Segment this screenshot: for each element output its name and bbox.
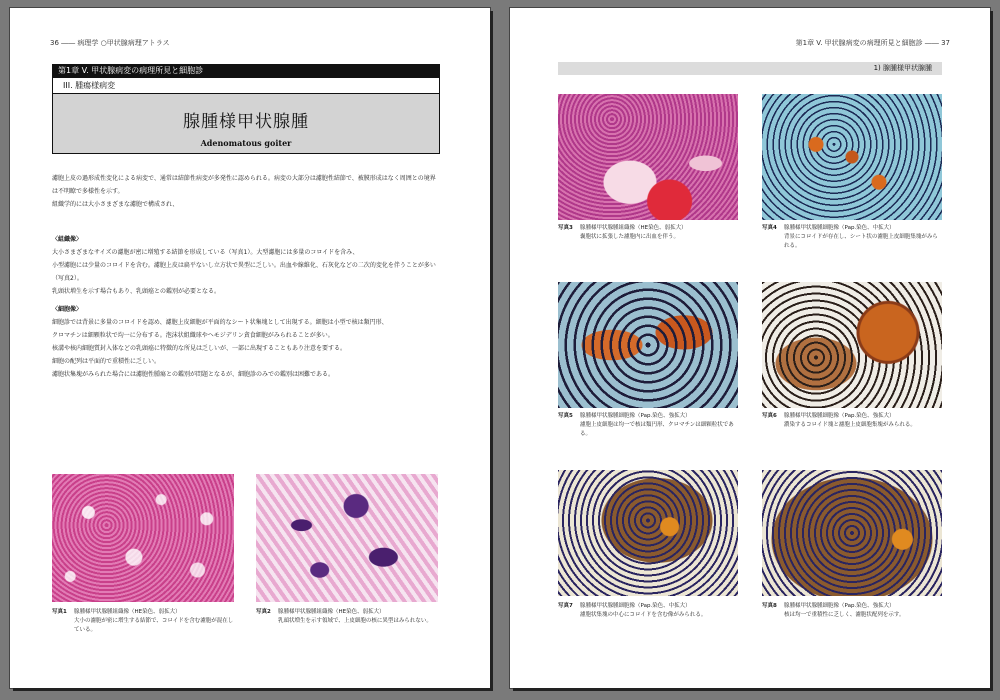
figure-caption-text: 腺腫様甲状腺腫組織像（HE染色、弱拡大） 嚢胞状に拡張した濾胞内に出血を伴う。 (580, 225, 687, 240)
figure-caption-8 (762, 602, 942, 646)
intro-paragraph: 濾胞上皮の過形成性変化による病変で、通常は結節性病変が多発性に認められる。病変の大部分は濾胞性結節で、被膜形成はなく周囲との境界は不明瞭で多様性を示す。 組織学的には大小さまざまな濾胞で構成され、 (52, 175, 436, 208)
figure-caption-text: 腺腫様甲状腺腫細胞像（Pap.染色、強拡大） 濾胞上皮細胞は均一で核は類円形、クロマチンは細顆粒状である。 (580, 413, 734, 437)
figure-caption-text: 腺腫様甲状腺腫組織像（HE染色、弱拡大） 乳頭状増生を示す領域で、上皮細胞の核に異型はみられない。 (278, 609, 432, 624)
figure-caption-text: 腺腫様甲状腺腫細胞像（Pap.染色、強拡大） 濃染するコロイド塊と濾胞上皮細胞集塊がみられる。 (784, 413, 916, 428)
figure-caption-3 (558, 224, 738, 264)
micrograph-figure-4 (762, 94, 942, 220)
page-title: 腺腫様甲状腺腫 (183, 112, 309, 132)
running-head-right: 第1章 V. 甲状腺病変の病理所見と細胞診 ―― 37 (795, 39, 950, 47)
figure-caption-4 (762, 224, 942, 264)
figure-caption-6 (762, 412, 942, 452)
figure-caption-2 (256, 608, 438, 648)
micrograph-figure-7 (558, 470, 738, 596)
micrograph-figure-5 (558, 282, 738, 408)
subheading-cytology: 〈細胞像〉 (52, 306, 83, 313)
figure-caption-text: 腺腫様甲状腺腫組織像（HE染色、弱拡大） 大小の濾胞が密に増生する結節で、コロイドを含む濾胞が混在している。 (74, 609, 234, 633)
page-subtitle: Adenomatous goiter (200, 138, 292, 148)
figure-caption-7 (558, 602, 738, 646)
figure-caption-text: 腺腫様甲状腺腫細胞像（Pap.染色、強拡大） 核は均一で重積性に乏しく、濾胞状配列を示す。 (784, 603, 905, 618)
chapter-bar: 第1章 V. 甲状腺病変の病理所見と細胞診 (52, 64, 440, 78)
micrograph-figure-2 (256, 474, 438, 602)
figure-label: 写真5 (558, 413, 573, 419)
figure-label: 写真6 (762, 413, 777, 419)
micrograph-figure-3 (558, 94, 738, 220)
micrograph-figure-1 (52, 474, 234, 602)
cytology-paragraph: 細胞診では背景に多量のコロイドを認め、濾胞上皮細胞が平面的なシート状集塊として出現する。細胞は小型で核は類円形、 クロマチンは細顆粒状で均一に分布する。泡沫状組織球やヘモジデリン貪食細胞がみられることが多い。 核溝や核内細胞質封入体などの乳頭癌に特徴的な所見は乏しいが、一部に出現することもあり注意を要する。 細胞の配列は平面的で重積性に乏しい。 濾胞状集塊がみられた場合には濾胞性腫瘍との鑑別が問題となるが、細胞診のみでの鑑別は困難である。 (52, 319, 388, 378)
figure-label: 写真2 (256, 609, 271, 615)
subheading-histology: 〈組織像〉 (52, 236, 83, 243)
figure-label: 写真4 (762, 225, 777, 231)
figure-caption-5 (558, 412, 738, 452)
figure-label: 写真8 (762, 603, 777, 609)
histology-paragraph: 大小さまざまなサイズの濾胞が密に増殖する結節を形成している（写真1）。大型濾胞には多量のコロイドを含み、 小型濾胞には少量のコロイドを含む。濾胞上皮は扁平ないし立方状で異型に乏しい。出血や線維化、石灰化などの二次的変化を伴うことが多い（写真2）。 乳頭状増生を示す場合もあり、乳頭癌との鑑別が必要となる。 (52, 249, 436, 295)
figure-caption-text: 腺腫様甲状腺腫細胞像（Pap.染色、中拡大） 濾胞状集塊の中心にコロイドを含む像がみられる。 (580, 603, 707, 618)
right-page (510, 8, 990, 688)
section-band: 1) 腺腫様甲状腺腫 (558, 62, 942, 75)
figure-label: 写真1 (52, 609, 67, 615)
left-page (10, 8, 490, 688)
running-head-left: 36 ―― 病理学 ○甲状腺病理アトラス (50, 39, 170, 47)
figure-label: 写真3 (558, 225, 573, 231)
section-heading: III. 腫瘍様病変 (52, 78, 440, 94)
micrograph-figure-8 (762, 470, 942, 596)
figure-label: 写真7 (558, 603, 573, 609)
figure-caption-1 (52, 608, 234, 648)
title-box (52, 94, 440, 154)
micrograph-figure-6 (762, 282, 942, 408)
figure-caption-text: 腺腫様甲状腺腫細胞像（Pap.染色、中拡大） 背景にコロイドが存在し、シート状の濾胞上皮細胞集塊がみられる。 (784, 225, 938, 249)
